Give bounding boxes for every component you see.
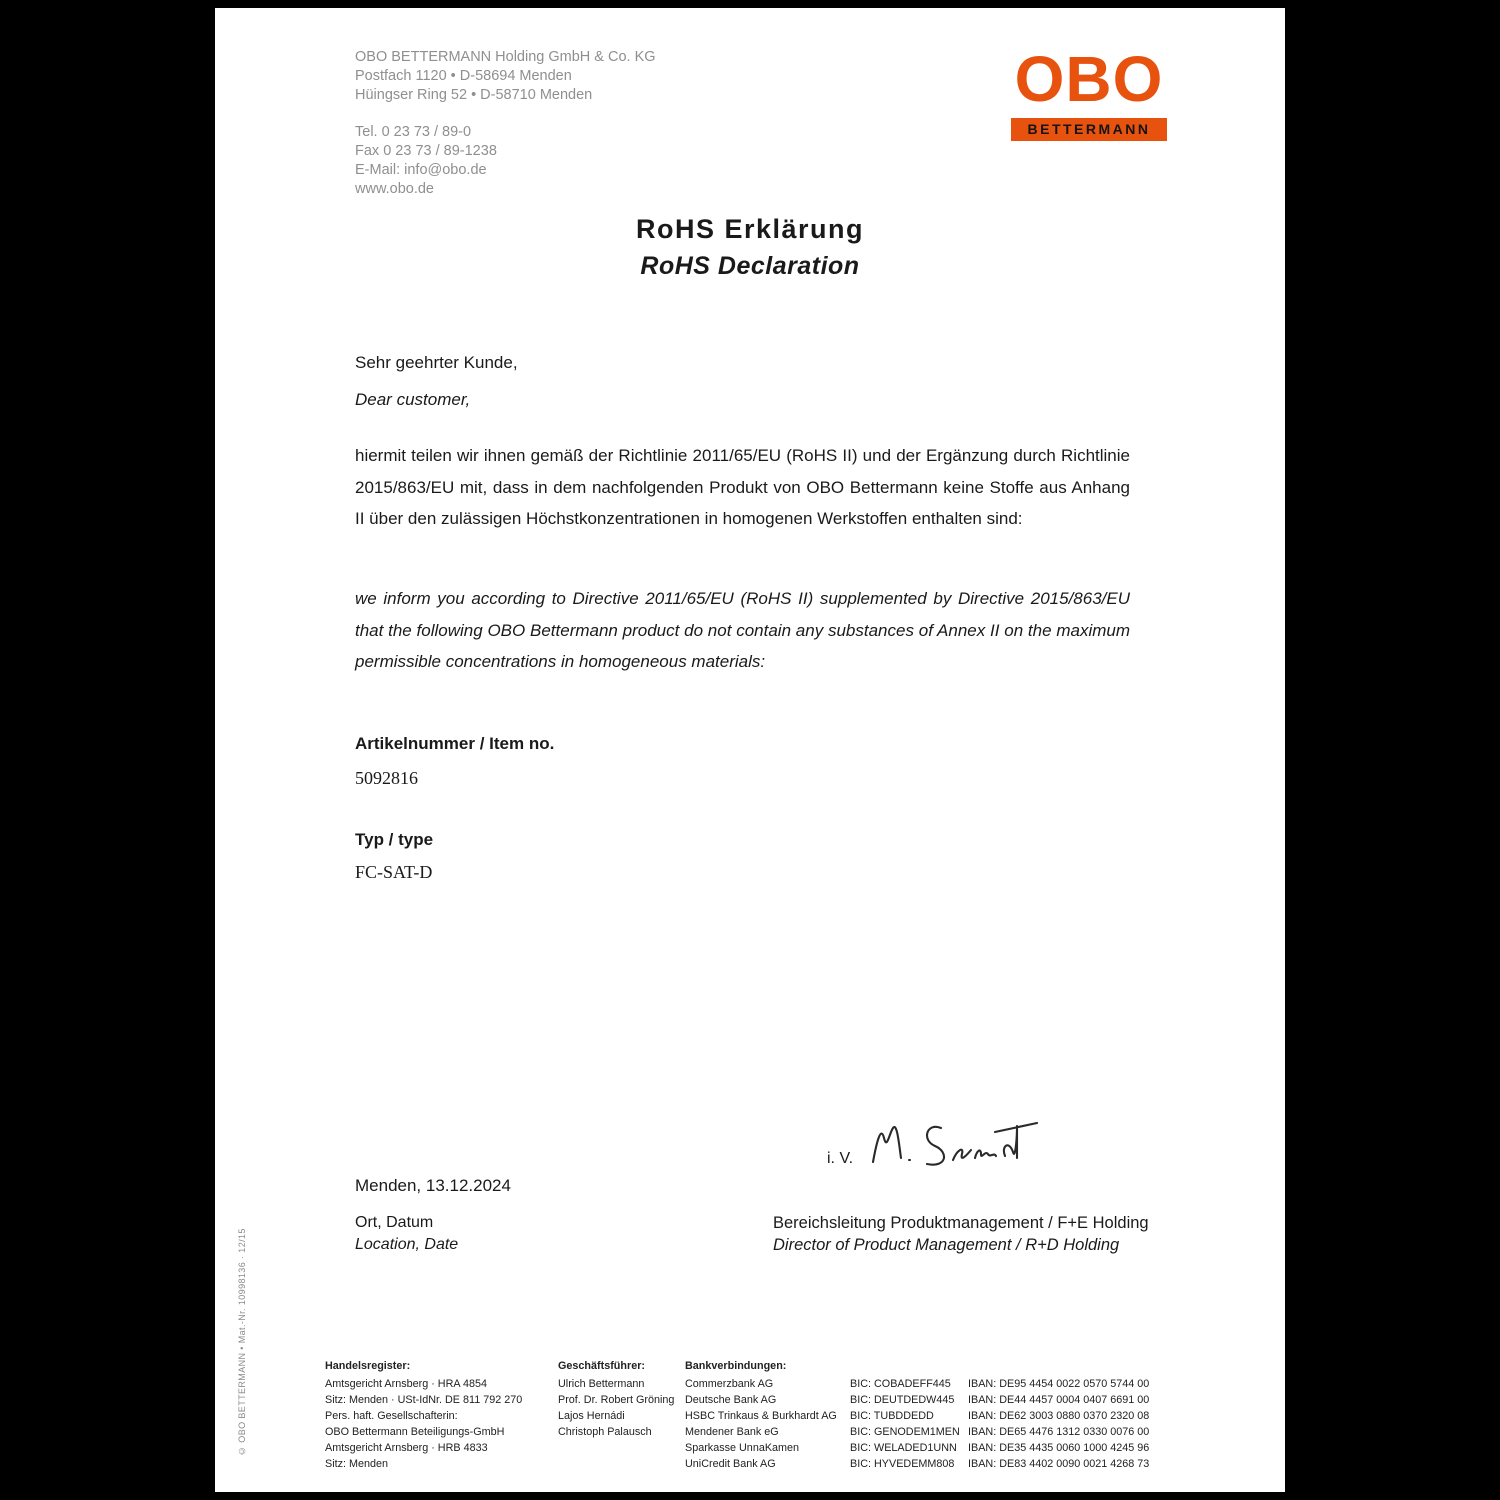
location-date-label-de: Ort, Datum — [355, 1214, 434, 1231]
type-value: FC-SAT-D — [355, 862, 433, 882]
obo-logo-wordmark: OBO — [1014, 43, 1164, 115]
bank-row — [685, 1440, 1245, 1456]
bank-bic: BIC: WELADED1UNN — [850, 1442, 957, 1454]
bank-name: HSBC Trinkaus & Burkhardt AG — [685, 1410, 837, 1422]
email-line: E-Mail: info@obo.de — [355, 162, 487, 178]
bank-name: UniCredit Bank AG — [685, 1458, 776, 1470]
footer-line: Ulrich Bettermann — [558, 1378, 645, 1390]
bank-bic: BIC: GENODEM1MEN — [850, 1426, 960, 1438]
footer-line: OBO Bettermann Beteiligungs-GmbH — [325, 1426, 505, 1438]
document-title-de: RoHS Erklärung — [635, 214, 865, 244]
bank-row — [685, 1376, 1245, 1392]
phone-line: Tel. 0 23 73 / 89-0 — [355, 124, 472, 140]
footer-line: Lajos Hernádi — [558, 1410, 625, 1422]
bank-row — [685, 1456, 1245, 1472]
body-paragraph-en: we inform you according to Directive 2011/65/EU (RoHS II) supplemented by Directive 2015/863/EU that the following OBO Bettermann product do not contain any substances of Annex II on the maximum permissible concentrations in homogeneous materials: — [355, 589, 1130, 671]
vertical-material-number-note: © OBO BETTERMANN • Mat.-Nr. 10998136 · 12/15 — [237, 1228, 247, 1456]
footer-line: Sitz: Menden · USt-IdNr. DE 811 792 270 — [325, 1394, 523, 1406]
item-number-label: Artikelnummer / Item no. — [355, 734, 555, 753]
footer-bankverbindungen-title: Bankverbindungen: — [685, 1360, 787, 1372]
bank-name: Commerzbank AG — [685, 1378, 774, 1390]
bank-bic: BIC: COBADEFF445 — [850, 1378, 951, 1390]
fax-line: Fax 0 23 73 / 89-1238 — [355, 143, 497, 159]
footer-handelsregister-title: Handelsregister: — [325, 1360, 411, 1372]
signature-prefix: i. V. — [827, 1150, 854, 1167]
sender-line: OBO BETTERMANN Holding GmbH & Co. KG — [355, 49, 656, 65]
footer-bankverbindungen — [685, 1358, 1245, 1472]
footer-line: Pers. haft. Gesellschafterin: — [325, 1410, 458, 1422]
footer-geschaeftsfuehrer — [558, 1358, 680, 1440]
sender-line: Hüingser Ring 52 • D-58710 Menden — [355, 87, 593, 103]
footer-line: Christoph Palausch — [558, 1426, 652, 1438]
bank-bic: BIC: TUBDDEDD — [850, 1410, 934, 1422]
website-line: www.obo.de — [355, 181, 434, 197]
footer-line: Amtsgericht Arnsberg · HRB 4833 — [325, 1442, 488, 1454]
obo-bettermann-logo — [1011, 43, 1167, 141]
bank-iban: IBAN: DE44 4457 0004 0407 6691 00 — [968, 1394, 1150, 1406]
bank-bic: BIC: DEUTDEDW445 — [850, 1394, 955, 1406]
signer-role-de: Bereichsleitung Produktmanagement / F+E Holding — [773, 1214, 1149, 1232]
sender-line: Postfach 1120 • D-58694 Menden — [355, 68, 572, 84]
footer-geschaeftsfuehrer-title: Geschäftsführer: — [558, 1360, 645, 1372]
contact-block — [355, 123, 497, 199]
bank-iban: IBAN: DE62 3003 0880 0370 2320 08 — [968, 1410, 1150, 1422]
footer-handelsregister — [325, 1358, 553, 1472]
bank-row — [685, 1424, 1245, 1440]
salutation-en: Dear customer, — [355, 390, 471, 409]
document-page — [215, 8, 1285, 1492]
location-date-label-en: Location, Date — [355, 1236, 459, 1253]
bank-iban: IBAN: DE35 4435 0060 1000 4245 96 — [968, 1442, 1150, 1454]
type-label: Typ / type — [355, 830, 434, 849]
obo-logo-bettermann-bar: BETTERMANN — [1011, 118, 1167, 141]
salutation-de: Sehr geehrter Kunde, — [355, 353, 518, 372]
bank-row — [685, 1392, 1245, 1408]
place-and-date: Menden, 13.12.2024 — [355, 1176, 511, 1195]
footer-line: Prof. Dr. Robert Gröning — [558, 1394, 675, 1406]
bank-bic: BIC: HYVEDEMM808 — [850, 1458, 955, 1470]
handwritten-signature — [865, 1108, 1045, 1184]
bank-name: Deutsche Bank AG — [685, 1394, 777, 1406]
bank-row — [685, 1408, 1245, 1424]
bank-name: Sparkasse UnnaKamen — [685, 1442, 800, 1454]
sender-address-block — [355, 48, 656, 105]
signer-role-en: Director of Product Management / R+D Holding — [773, 1236, 1120, 1254]
document-title-block — [215, 214, 1285, 281]
document-title-en: RoHS Declaration — [640, 252, 860, 280]
bank-iban: IBAN: DE95 4454 0022 0570 5744 00 — [968, 1378, 1150, 1390]
footer-line: Sitz: Menden — [325, 1458, 389, 1470]
item-number-value: 5092816 — [355, 768, 418, 788]
bank-iban: IBAN: DE65 4476 1312 0330 0076 00 — [968, 1426, 1150, 1438]
bank-iban: IBAN: DE83 4402 0090 0021 4268 73 — [968, 1458, 1150, 1470]
bank-name: Mendener Bank eG — [685, 1426, 779, 1438]
footer-line: Amtsgericht Arnsberg · HRA 4854 — [325, 1378, 488, 1390]
body-paragraph-de: hiermit teilen wir ihnen gemäß der Richtlinie 2011/65/EU (RoHS II) und der Ergänzung durch Richtlinie 2015/863/EU mit, dass in dem nachfolgenden Produkt von OBO Bettermann keine Stoffe aus Anhang II über den zulässigen Höchstkonzentrationen in homogenen Werkstoffen enthalten sind: — [355, 446, 1130, 528]
